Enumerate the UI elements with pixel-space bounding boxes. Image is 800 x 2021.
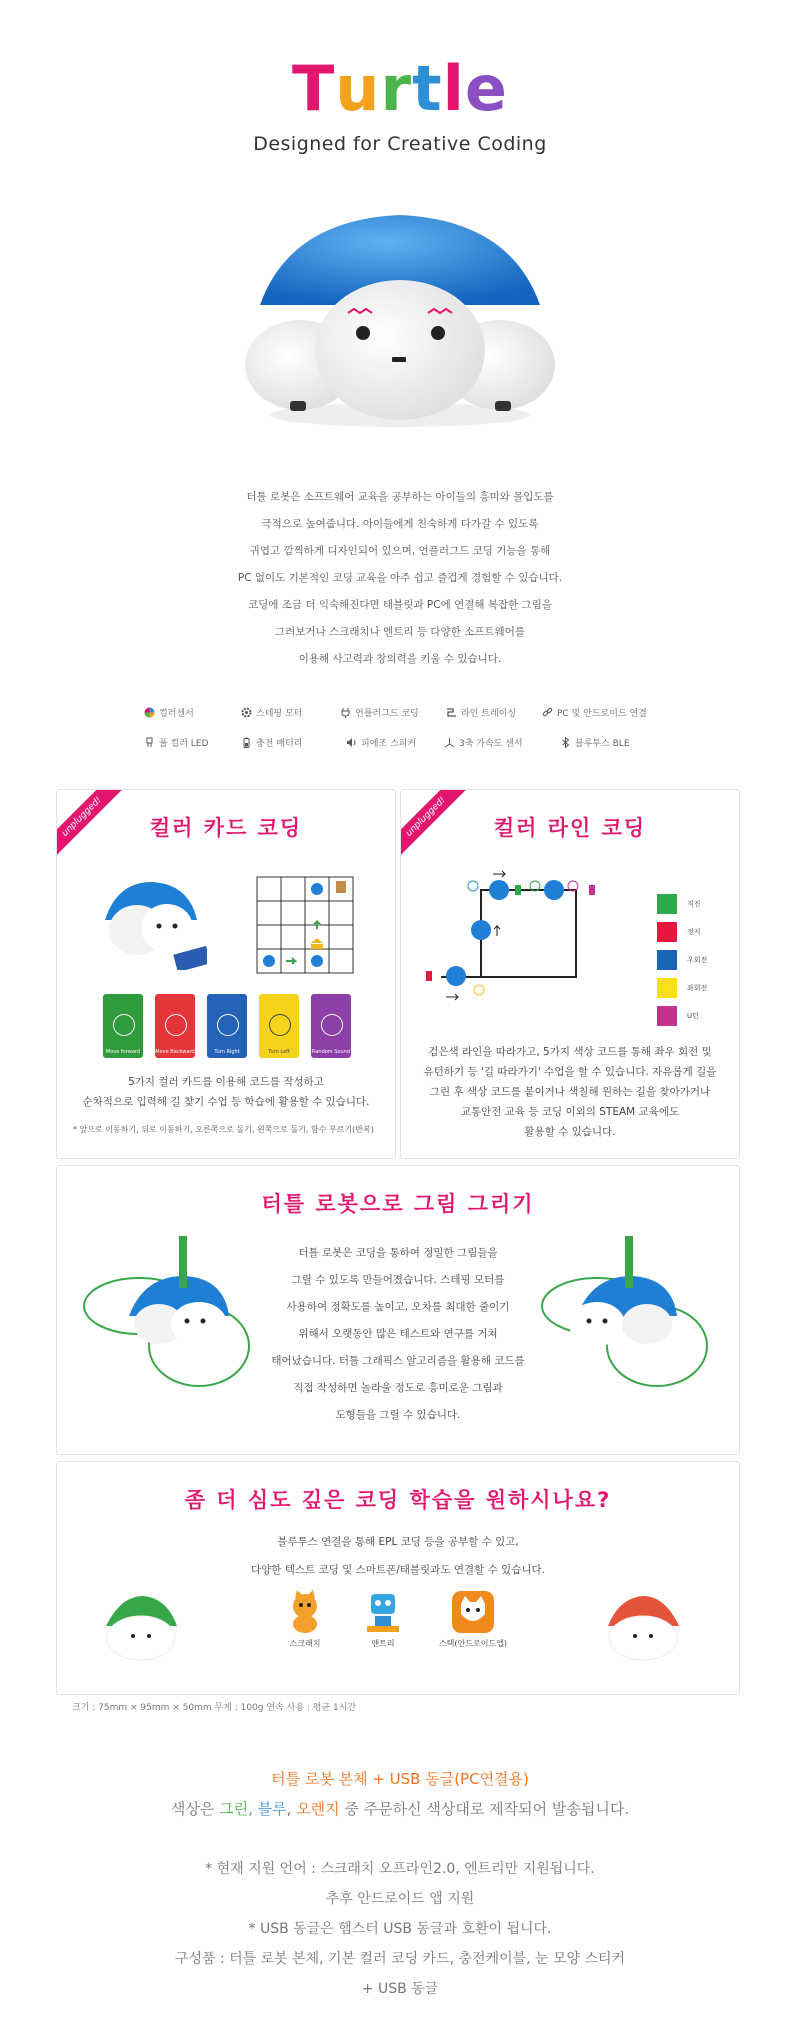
package-contents: 구성품 : 터틀 로봇 본체, 기본 컬러 코딩 카드, 충전케이블, 눈 모양 스티커 xyxy=(174,1951,626,1967)
drawing-description: 터틀 로봇은 코딩을 통하여 정밀한 그림들을 그릴 수 있도록 만들어졌습니다. 스테핑 모터를 사용하여 정확도를 높이고, 오차를 최대한 줄이기 위해서 오랫동안 많은 테스트와 연구를 거쳐 태어났습니다. 터틀 그래픽스 알고리즘을 활용해 코드를 직접 작성하면 놀라울 정도로 흥미로운 그림과 도형들을 그릴 수 있습니다. xyxy=(271,1247,525,1421)
intro-text xyxy=(150,484,650,673)
color-card-description: 5가지 컬러 카드를 이용해 코드를 작성하고 순차적으로 입력해 길 찾기 수업 등 학습에 활용할 수 있습니다. xyxy=(82,1076,370,1108)
dongle-note: * USB 동글은 햄스터 USB 동글과 호환이 됩니다. xyxy=(248,1921,552,1937)
turtle-logo xyxy=(0,52,800,125)
color-line-title: 컬러 라인 코딩 xyxy=(493,816,647,840)
intro-line: 코딩에 조금 더 익숙해진다면 태블릿과 PC에 연결해 복잡한 그림을 xyxy=(247,599,553,611)
logo-letter: T xyxy=(292,52,336,125)
color-legend xyxy=(657,894,727,1034)
legend-item: U턴 xyxy=(657,1006,727,1034)
legend-item: 정지 xyxy=(657,922,727,950)
feature-item: 블루투스 BLE xyxy=(560,736,630,749)
feature-item: 스테핑 모터 xyxy=(241,706,302,719)
legend-item: 우회전 xyxy=(657,950,727,978)
app-stack[interactable]: 스택(안드로이드앱) xyxy=(423,1590,523,1649)
card-turn-right: Turn Right xyxy=(207,994,247,1058)
logo-letter: t xyxy=(412,52,443,125)
logo-letter: r xyxy=(380,52,413,125)
intro-line: 이용해 사고력과 창의력을 키울 수 있습니다. xyxy=(298,653,502,665)
color-line-description: 검은색 라인을 따라가고, 5가지 색상 코드를 통해 좌우 회전 및 유턴하기 등 '길 따라가기' 수업을 할 수 있습니다. 자유롭게 길을 그린 후 색상 코드를 붙이거나 색칠해 원하는 길을 찾아가거나 교통안전 교육 등 코딩 이외의 STEAM 교육에도 활용할 수 있습니다. xyxy=(423,1046,717,1138)
card-random-sound: Random Sound xyxy=(311,994,351,1058)
entry-robot-icon xyxy=(361,1590,405,1634)
stack-fox-icon xyxy=(451,1590,495,1634)
feature-item: 충전 배터리 xyxy=(241,736,302,749)
link-icon xyxy=(542,707,553,718)
drawing-robot-left xyxy=(79,1236,259,1416)
line-trace-icon xyxy=(446,707,457,718)
unplug-icon xyxy=(340,707,351,718)
battery-icon xyxy=(241,737,252,748)
feature-item: 라인 트레이싱 xyxy=(446,706,516,719)
color-orange-label: 오렌지 xyxy=(296,1800,340,1818)
card-move-forward: Move forward xyxy=(103,994,143,1058)
color-options: 색상은 그린, 블루, 오렌지 중 주문하신 색상대로 제작되어 발송됩니다. xyxy=(170,1800,630,1818)
card-turn-left: Turn Left xyxy=(259,994,299,1058)
app-entry[interactable]: 엔트리 xyxy=(353,1590,413,1649)
robot-image xyxy=(97,880,207,970)
deeper-description: 블루투스 연결을 통해 EPL 코딩 등을 공부할 수 있고, 다양한 텍스트 코딩 및 스마트폰/태블릿과도 연결할 수 있습니다. xyxy=(251,1536,545,1576)
tagline: Designed for Creative Coding xyxy=(253,133,547,155)
drawing-panel xyxy=(56,1165,740,1455)
gear-icon xyxy=(241,707,252,718)
legend-item: 직진 xyxy=(657,894,727,922)
axis-icon xyxy=(444,737,455,748)
intro-line: 터틀 로봇은 소프트웨어 교육을 공부하는 아이들의 흥미와 몰입도를 xyxy=(246,491,554,503)
color-cards xyxy=(103,994,351,1058)
legend-item: 좌회전 xyxy=(657,978,727,1006)
drawing-robot-right xyxy=(537,1236,717,1416)
intro-line: PC 없이도 기본적인 코딩 교육을 아주 쉽고 즐겁게 경험할 수 있습니다. xyxy=(237,572,563,584)
orange-robot-image xyxy=(603,1594,683,1664)
color-blue-label: 블루 xyxy=(257,1800,287,1818)
feature-item: 풀 컬러 LED xyxy=(144,736,208,749)
feature-item: 컬러센서 xyxy=(144,706,194,719)
feature-item: PC 및 안드로이드 연결 xyxy=(542,706,647,719)
bluetooth-icon xyxy=(560,737,571,748)
drawing-title: 터틀 로봇으로 그림 그리기 xyxy=(261,1192,535,1216)
color-card-title: 컬러 카드 코딩 xyxy=(149,816,303,840)
intro-line: 귀엽고 깜찍하게 디자인되어 있으며, 언플러그드 코딩 기능을 통해 xyxy=(249,545,551,557)
intro-line: 그려보거나 스크래치나 엔트리 등 다양한 소프트웨어를 xyxy=(275,626,525,638)
deeper-title: 좀 더 심도 깊은 코딩 학습을 원하시나요? xyxy=(184,1488,612,1512)
deeper-panel xyxy=(56,1461,740,1695)
card-move-backward: Move Backward xyxy=(155,994,195,1058)
feature-item: 3축 가속도 센서 xyxy=(444,736,523,749)
feature-item: 피에조 스피커 xyxy=(346,736,416,749)
logo-letter: e xyxy=(464,52,508,125)
language-note: * 현재 지원 언어 : 스크래치 오프라인2.0, 엔트리만 지원됩니다. xyxy=(205,1861,595,1877)
logo-letter: u xyxy=(335,52,381,125)
green-robot-image xyxy=(101,1594,181,1664)
unplugged-ribbon: unplugged! xyxy=(56,789,127,862)
unplugged-ribbon: unplugged! xyxy=(400,789,471,862)
color-sensor-icon xyxy=(144,707,155,718)
hero-robot-image xyxy=(230,205,570,435)
line-course-diagram xyxy=(421,870,651,1010)
scratch-cat-icon xyxy=(283,1590,327,1634)
android-note: 추후 안드로이드 앱 지원 xyxy=(325,1891,475,1907)
logo-letter: l xyxy=(442,52,465,125)
app-scratch[interactable]: 스크래치 xyxy=(275,1590,335,1649)
spec-text: 크기 : 75mm × 95mm × 50mm 무게 : 100g 연속 사용 : 평균 1시간 xyxy=(72,1703,357,1713)
color-line-panel xyxy=(400,789,740,1159)
color-card-panel xyxy=(56,789,396,1159)
color-green-label: 그린 xyxy=(219,1800,249,1818)
product-components: 터틀 로봇 본체 + USB 동글(PC연결용) xyxy=(271,1770,529,1788)
feature-item: 언플러그드 코딩 xyxy=(340,706,419,719)
color-card-note: * 앞으로 이동하기, 뒤로 이동하기, 오른쪽으로 돌기, 왼쪽으로 돌기, 함수 부르기(반복) xyxy=(73,1125,374,1134)
path-grid xyxy=(256,876,354,976)
intro-line: 극적으로 높여줍니다. 아이들에게 친숙하게 다가갈 수 있도록 xyxy=(261,518,539,530)
speaker-icon xyxy=(346,737,357,748)
package-contents-cont: + USB 동글 xyxy=(361,1981,439,1997)
led-icon xyxy=(144,737,155,748)
